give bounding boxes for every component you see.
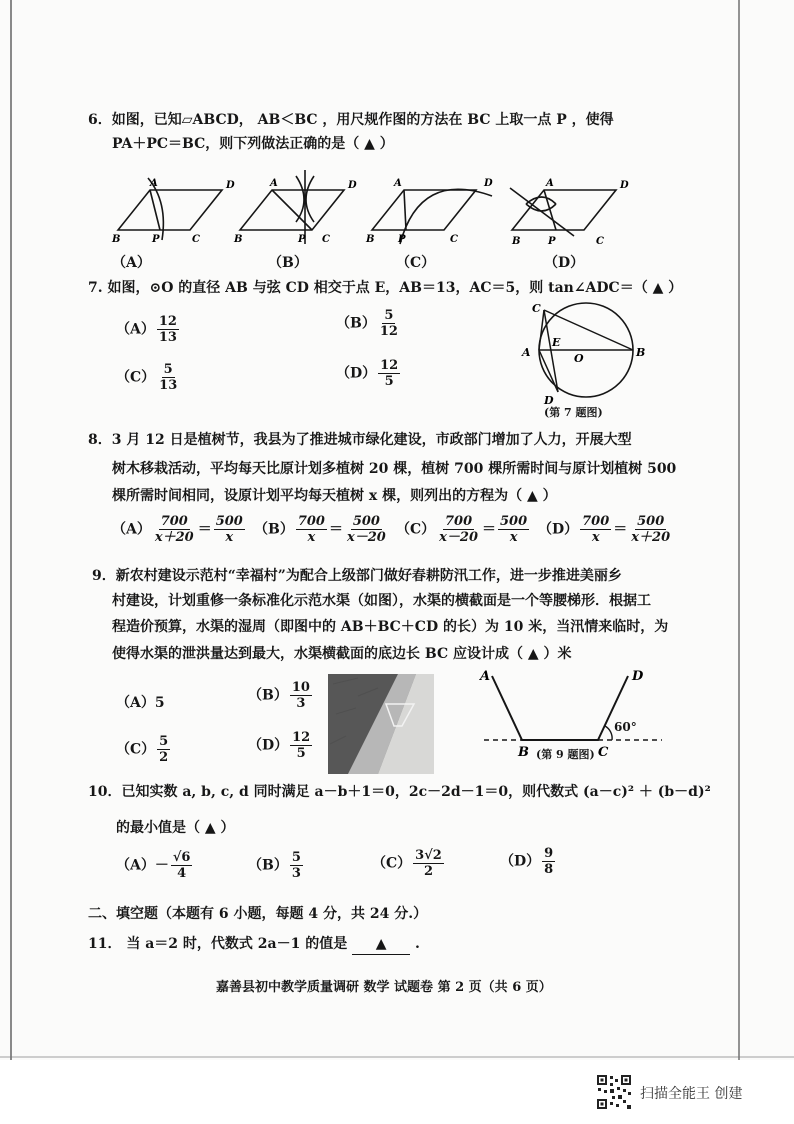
q7-label-e: E [552, 336, 561, 349]
q10-c-den: 2 [423, 864, 433, 879]
q6a-label-B: B [112, 234, 121, 245]
q6d-label-A: A [546, 178, 554, 189]
q10-d-den: 8 [544, 862, 554, 877]
q7-label-c: C [532, 302, 541, 315]
q8-line3: 棵所需时间相同，设原计划平均每天植树 x 棵，则列出的方程为（ ▲ ） [112, 488, 557, 504]
q7-b-den: 12 [379, 324, 398, 339]
q7-label-d: D [544, 394, 554, 407]
q7-option-d-frac [378, 358, 400, 389]
q8-option-d-label: （D） [538, 521, 579, 538]
q9-option-a[interactable] [116, 692, 165, 712]
q8-d-right [629, 514, 672, 545]
q8-c-left-num: 700 [445, 514, 473, 529]
q10-option-a-frac [171, 850, 193, 881]
q7-c-den: 13 [159, 378, 178, 393]
q6-option-d[interactable]: （D） [544, 255, 585, 271]
q8-a-right-num: 500 [215, 514, 243, 529]
q10-c-num: 3√2 [415, 848, 442, 863]
q6b-label-D: D [348, 180, 357, 191]
q6c-label-B: B [366, 234, 375, 245]
q7-label-a: A [522, 346, 531, 359]
q9-option-c-label: （C） [116, 741, 156, 758]
q8-c-eq: ＝ [482, 521, 496, 538]
q7-option-a[interactable] [116, 314, 181, 345]
q8-option-d[interactable] [538, 514, 674, 545]
q6a-label-D: D [226, 180, 235, 191]
q6c-label-D: D [484, 178, 493, 189]
q8-c-right-den: x [509, 530, 518, 545]
q8-a-right [214, 514, 245, 545]
q9-c-den: 2 [159, 750, 169, 765]
q6-figure-b [240, 170, 344, 244]
q7-option-c[interactable] [116, 362, 181, 393]
q9-option-b[interactable] [248, 680, 314, 711]
q9-option-c-frac [157, 734, 170, 765]
q6a-label-A: A [150, 178, 158, 189]
q7-caption: (第 7 题图) [544, 406, 603, 419]
q10-option-d-frac [542, 846, 555, 877]
q9-option-d[interactable] [248, 730, 314, 761]
q8-option-b-label: （B） [254, 521, 294, 538]
q10-b-den: 3 [291, 866, 301, 881]
q6c-label-P: P [398, 234, 406, 245]
section-fill-in-title: 二、填空题（本题有 6 小题，每题 4 分，共 24 分.） [88, 906, 428, 922]
q7-label-b: B [636, 346, 646, 359]
q8-d-eq: ＝ [613, 521, 628, 538]
q6b-label-C: C [322, 234, 330, 245]
q7-option-b-label: （B） [336, 315, 376, 332]
q9-label-a: A [480, 669, 491, 684]
q7-option-c-frac [157, 362, 179, 393]
q8-d-right-num: 500 [637, 514, 665, 529]
q6-option-c[interactable]: （C） [396, 255, 436, 271]
q9-caption: (第 9 题图) [536, 748, 595, 761]
q9-option-a-value: 5 [154, 695, 165, 711]
q7-stem: 7. 如图，⊙O 的直径 AB 与弦 CD 相交于点 E，AB＝13，AC＝5，则 tan∠ADC＝（ ▲ ） [88, 280, 683, 296]
page-bottom-edge [0, 1056, 794, 1058]
q6-figure-a [118, 178, 222, 240]
q10-option-b[interactable] [248, 850, 305, 881]
q10-option-d-label: （D） [500, 853, 541, 870]
q6b-label-P: P [298, 234, 306, 245]
q8-a-right-den: x [225, 530, 234, 545]
q6-option-a[interactable]: （A） [112, 255, 151, 271]
q8-d-left-num: 700 [582, 514, 610, 529]
q7-option-c-label: （C） [116, 369, 156, 386]
q8-option-a[interactable] [112, 514, 247, 545]
q9-d-num: 12 [292, 730, 311, 745]
page-footer: 嘉善县初中教学质量调研 数学 试题卷 第 2 页（共 6 页） [216, 980, 552, 995]
q8-line2: 树木移栽活动，平均每天比原计划多植树 20 棵，植树 700 棵所需时间与原计划植树 500 [112, 461, 677, 477]
q6-figure-d [510, 188, 616, 236]
q8-option-c[interactable] [396, 514, 531, 545]
q9-option-d-label: （D） [248, 737, 289, 754]
q8-a-eq: ＝ [197, 521, 212, 538]
q7-label-o: O [574, 352, 584, 365]
q9-trapezoid [492, 676, 628, 740]
page-edge-left [10, 0, 12, 1060]
q10-option-c[interactable] [372, 848, 446, 879]
q7-d-num: 12 [380, 358, 399, 373]
q9-option-b-label: （B） [248, 687, 288, 704]
q10-option-d[interactable] [500, 846, 557, 877]
q10-option-c-frac [413, 848, 444, 879]
q8-b-left-num: 700 [297, 514, 325, 529]
q8-a-left-den: x＋20 [154, 530, 194, 545]
q9-d-den: 5 [296, 746, 306, 761]
q10-option-c-label: （C） [372, 855, 412, 872]
q9-b-num: 10 [291, 680, 310, 695]
q6b-label-A: A [270, 178, 278, 189]
q9-c-num: 5 [159, 734, 169, 749]
q7-circle-figure [510, 298, 650, 412]
q10-a-den: 4 [177, 866, 187, 881]
q6d-label-D: D [620, 180, 629, 191]
q9-label-b: B [518, 745, 529, 760]
q8-c-right [498, 514, 529, 545]
q8-b-right-den: x－20 [346, 530, 386, 545]
qr-code-icon [596, 1074, 632, 1110]
q9-line3: 程造价预算，水渠的湿周（即图中的 AB＋BC＋CD 的长）为 10 米，当汛情来临时，为 [112, 619, 669, 635]
q6a-label-P: P [152, 234, 160, 245]
q10-a-num: √6 [172, 850, 191, 865]
q6d-label-B: B [512, 236, 521, 247]
q10-d-num: 9 [544, 846, 554, 861]
q9-option-c[interactable] [116, 734, 172, 765]
q6-option-b[interactable]: （B） [268, 255, 308, 271]
q8-c-right-num: 500 [500, 514, 528, 529]
q9-option-d-frac [290, 730, 312, 761]
q11-line [88, 934, 420, 955]
q7-option-d[interactable] [336, 358, 402, 389]
q6d-label-P: P [548, 236, 556, 247]
q6d-label-C: C [596, 236, 604, 247]
q8-d-left-den: x [591, 530, 600, 545]
q9-line2: 村建设，计划重修一条标准化示范水渠（如图），水渠的横截面是一个等腰梯形．根据工 [112, 593, 651, 609]
q9-label-c: C [598, 745, 609, 760]
q8-option-a-label: （A） [112, 521, 151, 538]
q7-option-b[interactable] [336, 308, 402, 339]
q10-line2: 的最小值是（ ▲ ） [116, 820, 235, 836]
q8-line1: 8．3 月 12 日是植树节，我县为了推进城市绿化建设，市政部门增加了人力，开展大型 [88, 432, 632, 448]
q10-option-b-frac [290, 850, 303, 881]
q9-line1: 9．新农村建设示范村“幸福村”为配合上级部门做好春耕防汛工作，进一步推进美丽乡 [92, 568, 622, 584]
q8-d-left [580, 514, 611, 545]
q8-b-left [296, 514, 327, 545]
page-edge-right [738, 0, 740, 1060]
q9-option-b-frac [290, 680, 312, 711]
q6c-label-A: A [394, 178, 402, 189]
q10-b-num: 5 [291, 850, 301, 865]
q8-a-left [153, 514, 196, 545]
q9-angle-label: 60° [614, 720, 637, 734]
q11-stem: 11． 当 a＝2 时，代数式 2a－1 的值是 [88, 936, 348, 952]
q7-option-b-frac [378, 308, 400, 339]
q8-c-left-den: x－20 [439, 530, 478, 545]
q6-figure-c [372, 189, 492, 244]
q7-option-a-frac [157, 314, 179, 345]
q10-option-a[interactable] [116, 850, 194, 881]
q8-b-left-den: x [307, 530, 316, 545]
q9-option-a-label: （A） [116, 695, 155, 711]
q9-line4: 使得水渠的泄洪量达到最大，水渠横截面的底边长 BC 应设计成（ ▲ ）米 [112, 646, 572, 662]
q6a-label-C: C [192, 234, 200, 245]
q8-b-right-num: 500 [352, 514, 380, 529]
q10-option-b-label: （B） [248, 857, 288, 874]
q6b-label-B: B [234, 234, 243, 245]
q7-b-num: 5 [384, 308, 394, 323]
q7-option-a-label: （A） [116, 321, 155, 338]
q7-c-num: 5 [163, 362, 173, 377]
q6-line2: PA＋PC＝BC，则下列做法正确的是（ ▲ ） [112, 136, 394, 152]
q8-d-right-den: x＋20 [631, 530, 671, 545]
q6c-label-C: C [450, 234, 458, 245]
q7-option-d-label: （D） [336, 365, 377, 382]
q9-label-d: D [632, 669, 644, 684]
q10-line1: 10．已知实数 a, b, c, d 同时满足 a－b＋1＝0，2c－2d－1＝0，则代数式 (a－c)² ＋ (b－d)² [88, 784, 711, 800]
scanner-brand: 扫描全能王 创建 [640, 1086, 743, 1102]
q9-channel-photo [328, 674, 434, 774]
q10-option-a-sign: － [154, 857, 169, 874]
q7-a-num: 12 [158, 314, 177, 329]
q9-b-den: 3 [296, 696, 306, 711]
q8-option-b[interactable] [254, 514, 390, 545]
q7-d-den: 5 [384, 374, 394, 389]
q11-answer-blank[interactable]: ▲ [352, 934, 410, 955]
q8-c-left [437, 514, 480, 545]
q10-option-a-label: （A） [116, 857, 155, 874]
q8-a-left-num: 700 [160, 514, 188, 529]
q8-option-c-label: （C） [396, 521, 436, 538]
q11-end: . [414, 936, 420, 952]
q7-a-den: 13 [158, 330, 177, 345]
q6-line1: 6．如图，已知▱ABCD， AB＜BC ，用尺规作图的方法在 BC 上取一点 P ，使得 [88, 112, 614, 128]
q8-b-right [345, 514, 388, 545]
q8-b-eq: ＝ [328, 521, 343, 538]
q9-angle-arc [605, 726, 612, 740]
q7-chord-cd [544, 310, 558, 392]
